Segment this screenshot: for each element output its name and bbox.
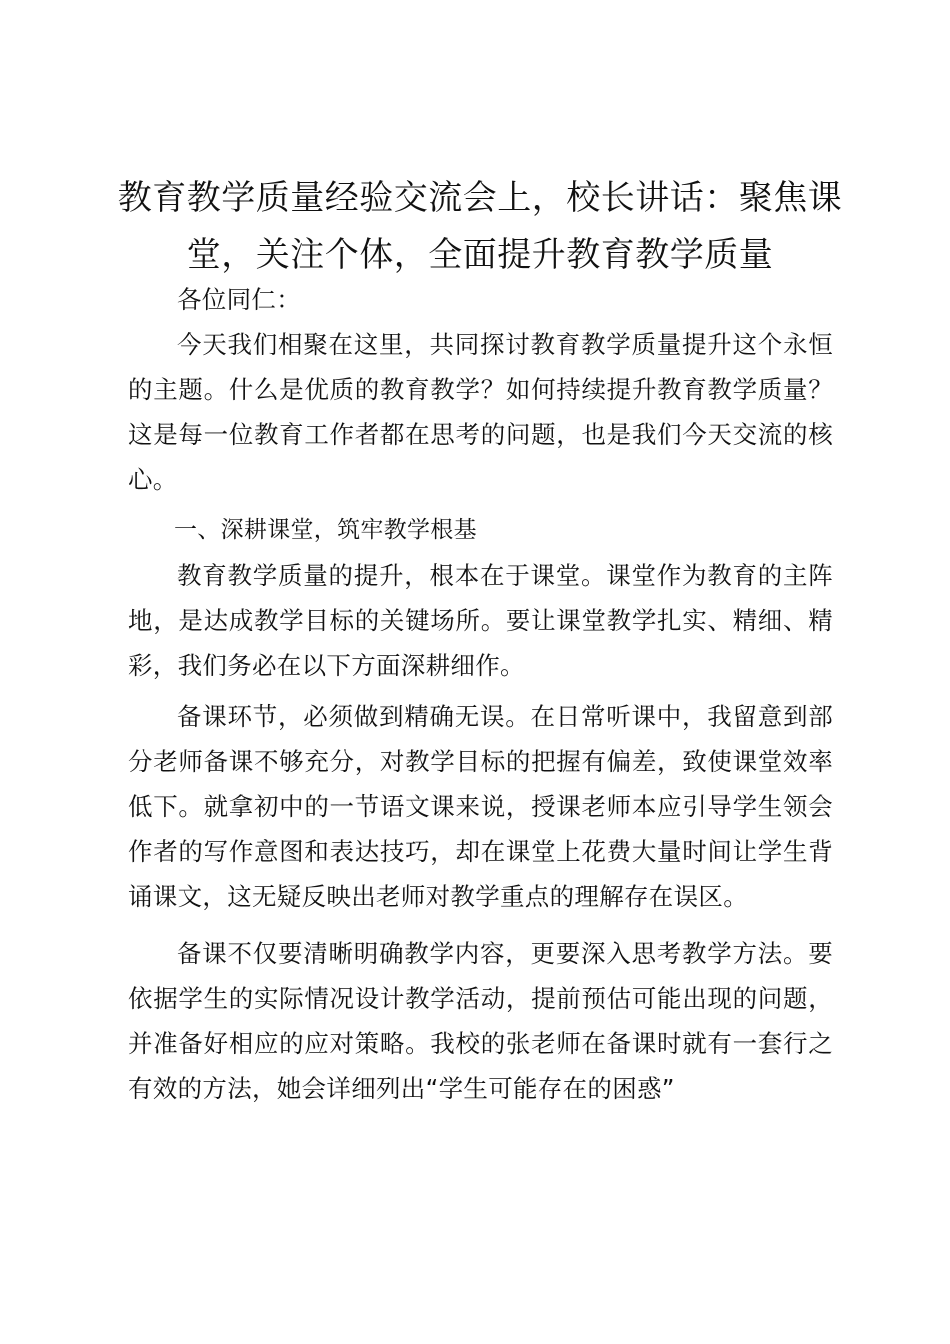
body-paragraph: 备课不仅要清晰明确教学内容，更要深入思考教学方法。要依据学生的实际情况设计教学活动，提前预估可能出现的问题，并准备好相应的应对策略。我校的张老师在备课时就有一套行之有效的方法，她会详细列出“学生可能存在的困惑”: [128, 939, 833, 1103]
document-body: [128, 277, 833, 1111]
intro-paragraph: 今天我们相聚在这里，共同探讨教育教学质量提升这个永恒的主题。什么是优质的教育教学？如何持续提升教育教学质量？这是每一位教育工作者都在思考的问题，也是我们今天交流的核心。: [128, 330, 833, 494]
salutation: 各位同仁：: [177, 285, 301, 314]
body-paragraph: 备课环节，必须做到精确无误。在日常听课中，我留意到部分老师备课不够充分，对教学目标的把握有偏差，致使课堂效率低下。就拿初中的一节语文课来说，授课老师本应引导学生领会作者的写作意图和表达技巧，却在课堂上花费大量时间让学生背诵课文，这无疑反映出老师对教学重点的理解存在误区。: [128, 702, 833, 911]
section-heading: 一、深耕课堂，筑牢教学根基: [174, 517, 477, 543]
body-paragraph: 教育教学质量的提升，根本在于课堂。课堂作为教育的主阵地，是达成教学目标的关键场所。要让课堂教学扎实、精细、精彩，我们务必在以下方面深耕细作。: [128, 561, 833, 680]
document-title: 教育教学质量经验交流会上，校长讲话：聚焦课堂，关注个体，全面提升教育教学质量: [117, 178, 843, 275]
